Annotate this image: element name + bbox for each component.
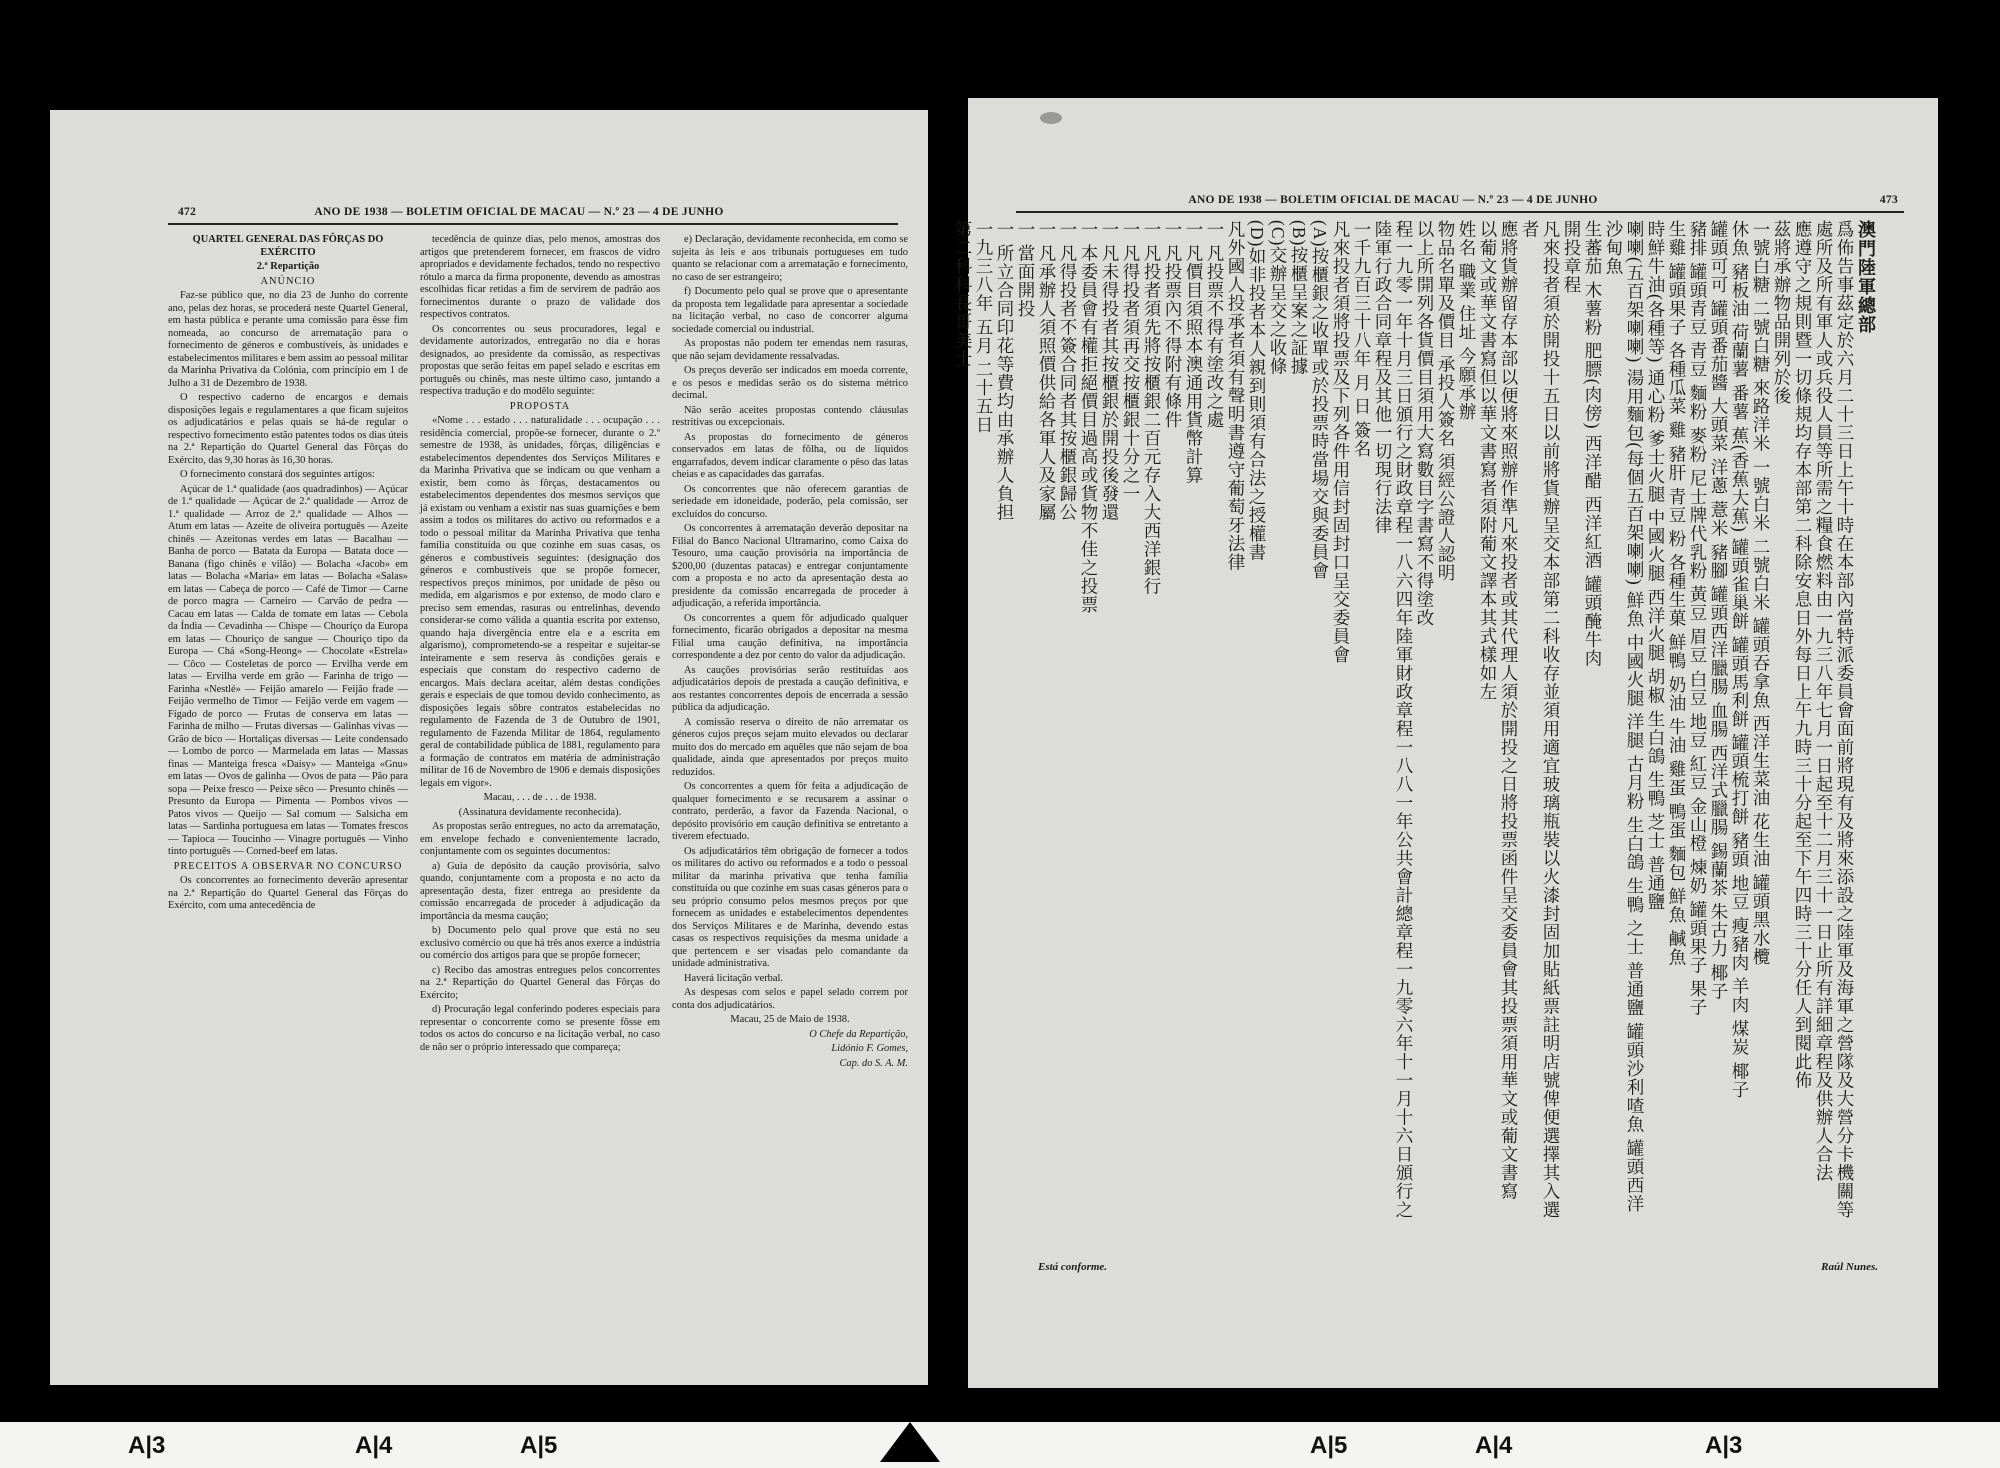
- chinese-column: 一九三八年 五月 二十五日: [974, 220, 994, 435]
- running-title: ANO DE 1938 — BOLETIM OFICIAL DE MACAU — N.º 23 — 4 DE JUNHO: [1188, 194, 1598, 206]
- chinese-column: 茲將承辦物品開列於後: [1772, 220, 1792, 405]
- ink-smudge: [1040, 112, 1062, 124]
- paragraph: Não serão aceites propostas contendo cláusulas restritivas ou excepcionais.: [672, 404, 908, 428]
- chinese-column: 以上所開列各貨價目須用大寫數目字書寫不得塗改: [1415, 220, 1435, 627]
- chinese-column: 第二科科長哥美士: [953, 220, 973, 368]
- paragraph: O fornecimento constará dos seguintes artigos:: [180, 469, 375, 480]
- chinese-column: 罐頭可可 罐頭番茄醬 大頭菜 洋蔥 薏米 豬腳 罐頭西洋臘腸 血腸 西洋式臘腸 錫蘭茶 朱古力 椰子: [1709, 220, 1729, 1001]
- chinese-column: 一號白糖 二號白糖 來路洋米 一號白米 二號白米 罐頭吞拿魚 西洋生菜油 花生油 罐頭黑水欖: [1751, 220, 1771, 966]
- chinese-column: 程一九零一年十月三日頒行之財政章程一八六四年陸軍財政章程一八八一年公共會計總章程一九零六年十一月十六日頒行之陸軍行政合同章程及其他一切現行法律: [1373, 220, 1414, 1219]
- paragraph: Os preços deverão ser indicados em moeda corrente, e os pesos e medidas serão os do sistema métrico decimal.: [672, 365, 908, 401]
- chinese-column: 凡來投者須於開投十五日以前將貨辦呈交本部第二科收存並須用適宜玻璃瓶裝以火漆封固加貼紙票註明店號俾便選擇其入選者: [1520, 220, 1561, 1219]
- heading: QUARTEL GENERAL DAS FÔRÇAS DO EXÉRCITO: [192, 234, 384, 258]
- chinese-heading: 澳門陸軍總部: [1856, 220, 1876, 334]
- running-title: ANO DE 1938 — BOLETIM OFICIAL DE MACAU — N.º 23 — 4 DE JUNHO: [314, 206, 724, 218]
- chinese-column: 一 凡承辦人須照價供給各軍人及家屬: [1037, 220, 1057, 522]
- section-title: PRECEITOS A OBSERVAR NO CONCURSO: [173, 860, 403, 872]
- header-rule: [1016, 211, 1904, 213]
- signature-rank: Cap. do S. A. M.: [839, 1057, 908, 1069]
- signature-title: O Chefe da Repartição,: [809, 1028, 908, 1040]
- chinese-column: 以葡文或華文書寫但以華文書寫者須附葡文譯本其式樣如左: [1478, 220, 1498, 701]
- chinese-column: 一 凡價目須照本澳通用貨幣計算: [1184, 220, 1204, 485]
- header-rule: [168, 223, 898, 225]
- film-notch: [880, 1422, 940, 1462]
- paragraph: Os concorrentes a quem fôr feita a adjudicação de qualquer fornecimento e se recusarem a assinar o contrato, perderão, a favor da Fazenda Nacional, o depósito provisório em caução definitiva se entretanto a tiverem efectuado.: [672, 781, 908, 842]
- list-item: f) Documento pelo qual se prove que o apresentante da proposta tem legalidade para apresentar a sociedade na licitação verbal, no caso de concorrer alguma sociedade comercial ou industrial.: [672, 286, 908, 335]
- chinese-column: 姓名 職業 住址 今願承辦: [1457, 220, 1477, 422]
- film-mark: A|5: [1310, 1432, 1348, 1459]
- paragraph: As cauções provisórias serão restituídas aos adjudicatários depois de prestada a caução definitiva, e aos restantes concorrentes depois de encerrada a sessão pública da adjudicação.: [672, 664, 908, 713]
- paragraph: tecedência de quinze dias, pelo menos, amostras dos artigos que pretenderem fornecer, em frascos de vidro apropriados e devidamente fechados, tendo no respectivo rótulo a marca da firma proponente, devendo as amostras escolhidas ficar retidas a fim de servirem de padrão aos fornecimentos durante o prazo de validade dos respectivos contratos.: [420, 234, 660, 320]
- chinese-column: 休魚 豬板油 荷蘭薯 番薯 蕉(香蕉大蕉) 罐頭雀巢餅 罐頭馬利餅 罐頭梳打餅 豬頭 地豆 瘦豬肉 羊肉 煤炭 椰子: [1730, 220, 1750, 1100]
- chinese-column: 一 凡得投者不簽合同者其按櫃銀歸公: [1058, 220, 1078, 522]
- column-1: [168, 234, 408, 1284]
- chinese-column: (D)如非投者本人親到則須有合法之授權書: [1247, 220, 1267, 562]
- chinese-column: (A)按櫃銀之收單或於投票時當場交與委員會: [1310, 220, 1330, 581]
- paragraph: Os concorrentes ao fornecimento deverão apresentar na 2.ª Repartição do Quartel General das Fôrças do Exército, com uma antecedência de: [168, 875, 408, 911]
- paragraph: Os adjudicatários têm obrigação de fornecer a todos os militares do activo ou reformados e a todo o pessoal militar da marinha privativa que tenha família constituída ou que cozinhe em suas casas géneros para o seu próprio consumo pelos mesmos preços por que fornecem as unidades e estabelecimentos dependentes dos Serviços Militares e de Marinha, devendo estas casas os respectivos requisições da mesma unidade a que pertencem e ser visadas pelo comandante da unidade administrativa.: [672, 845, 908, 969]
- signature-note: (Assinatura devidamente reconhecida).: [458, 806, 622, 818]
- chinese-column: 時鮮牛油(各種等) 通心粉 爹士火腿 中國火腿 西洋火腿 胡椒 生白鴿 生鴨 芝士 普通鹽: [1646, 220, 1666, 912]
- film-strip: [0, 1422, 2000, 1468]
- chinese-text-body: [953, 220, 1876, 1230]
- chinese-column: 一 所立合同印花等費均由承辦人負担: [995, 220, 1015, 522]
- chinese-column: 一 本委員會有權拒絕價目過高或貨物不佳之投票: [1079, 220, 1099, 614]
- right-page: [953, 98, 1938, 1388]
- paragraph: Os concorrentes a quem fôr adjudicado qualquer fornecimento, ficarão obrigados a depositar na mesma Filial uma caução definitiva, na importância correspondente a dez por cento do valor da adjudicação.: [672, 612, 908, 661]
- footer-signature: Raúl Nunes.: [1821, 1261, 1878, 1273]
- list-item: b) Documento pelo qual prove que está no seu exclusivo comércio ou que há três anos exerce a indústria ou comércio dos artigos para que se propõe fornecer;: [420, 925, 660, 961]
- film-mark: A|4: [355, 1432, 393, 1459]
- paragraph: As propostas do fornecimento de géneros conservados em latas de fôlha, ou de líquidos engarrafados, devem indicar claramente o pêso das latas cheias e as capacidades das garrafas.: [672, 431, 908, 480]
- left-page: [50, 110, 928, 1385]
- place-date: Macau, . . . de . . . de 1938.: [483, 792, 597, 803]
- paragraph: As propostas serão entregues, no acto da arrematação, em envelope fechado e convenientemente lacrado, conjuntamente com os seguintes documentos:: [420, 821, 660, 857]
- paragraph: Faz-se público que, no dia 23 de Junho do corrente ano, pelas dez horas, se procederá neste Quartel General, em hasta pública e perante uma comissão para êsse fim nomeada, ao concurso de arrematação para o fornecimento de géneros e combustíveis, às unidades e estabelecimentos militares e bem assim ao pessoal militar da Marinha Privativa da Colónia, com princípio em 1 de Julho a 31 de Dezembro de 1938.: [168, 290, 408, 389]
- paragraph: Haverá licitação verbal.: [684, 972, 783, 984]
- film-mark: A|3: [128, 1432, 166, 1459]
- chinese-column: 開投章程: [1562, 220, 1582, 294]
- paragraph: O respectivo caderno de encargos e demais disposições legais e regulamentares a que ficam sujeitos os adjudicatários e pelas quais se há-de regular o respectivo fornecimento estão patentes todos os dias úteis na 2.ª Repartição do Quartel General das Fôrças do Exército, das 9,30 horas às 16,30 horas.: [168, 392, 408, 466]
- chinese-column: 爲佈告事茲定於六月二十三日上午十時在本部內當特派委員會面前將現有及將來添設之陸軍及海軍之營隊及大營分卡機關等: [1835, 220, 1855, 1219]
- chinese-column: 一 凡投票不得有塗改之處: [1205, 220, 1225, 429]
- chinese-column: 應遵守之規則暨一切條規均存本部第二科除安息日外每日上午九時三十分起至下午四時三十分任人到閱此佈: [1793, 220, 1813, 1090]
- paragraph: Açúcar de 1.ª qualidade (aos quadradinhos) — Açúcar de 1.ª qualidade — Açúcar de 2.ª qualidade — Arroz de 1.ª qualidade — Arroz de 2.ª qualidade — Alhos — Atum em latas — Azeite de oliveira português — Azeite chinês — Azeitonas verdes em latas — Bacalhau — Banha de porco — Batata da Europa — Batata doce — Banana (figo chinês e vilão) — Bolacha «Jacob» em latas — Bolacha «Maria» em latas — Bolacha «Salas» em latas — Cabeça de porco — Café de Timor — Carne de porco magra — Carneiro — Carvão de pedra — Cacau em latas — Calda de tomate em latas — Cebola da Índia — Cevadinha — Chispe — Chouriço da Europa em latas — Chouriço de sangue — Chouriço tipo da Europa — Chá «Song-Heong» — Chocolate «Estrela» — Côco — Costeletas de porco — Ervilha verde em latas — Ervilha verde em grão — Farinha de trigo — Farinha «Nestlé» — Feijão amarelo — Feijão frade — Feijão vermelho de Timor — Feijão verde em vagem — Fígado de porco — Frutas de conserva em latas — Farinha de milho — Frutas diversas — Galinhas vivas — Grão de bico — Hortaliças diversas — Leite condensado — Lombo de porco — Marmelada em latas — Massas finas — Manteiga fresca «Daisy» — Manteiga «Gnu» em latas — Ovos de galinha — Ovos de pata — Pão para sopa — Peixe fresco — Peixe sêco — Presunto chinês — Presunto da Europa — Pimenta — Pombos vivos — Patos vivos — Queijo — Sal comum — Salsicha em latas — Sardinha portuguesa em latas — Tomates frescos — Tapioca — Toucinho — Vinagre português — Vinho tinto português — Corned-beef em latas.: [168, 483, 408, 857]
- chinese-column: 一千九百三十八年 月 日 簽名: [1352, 220, 1372, 459]
- chinese-column: 處所及所有軍人或兵役人員等所需之糧食燃料由一九三八年七月一日起至十二月三十一日止所有詳細章程及供辦人合法: [1814, 220, 1834, 1182]
- chinese-column: 凡外國人投承者須有聲明書遵守葡萄牙法律: [1226, 220, 1246, 572]
- chinese-column: 一 凡未得投者其按櫃銀於開投後發還: [1100, 220, 1120, 522]
- paragraph: As despesas com selos e papel selado correm por conta dos adjudicatários.: [672, 987, 908, 1011]
- chinese-column: 一 凡投票內不得附有條件: [1163, 220, 1183, 429]
- page-number: 472: [178, 206, 197, 218]
- chinese-column: 生雞 罐頭果子 各種瓜菜 雞 豬肝 青豆 粉 各種生菓 鮮鴨 奶油 牛油 雞蛋 鴨蛋 麵包 鮮魚 鹹魚: [1667, 220, 1687, 967]
- list-item: a) Guia de depósito da caução provisória, salvo quando, conjuntamente com a proposta e no acto da apresentação desta, fizer entrega ao presidente da comissão encarregada de proceder à adjudicação da importância da mesma caução;: [420, 860, 660, 922]
- subheading: 2.ª Repartição: [256, 261, 320, 272]
- list-item: d) Procuração legal conferindo poderes especiais para representar o concorrente como se presente fôsse em todos os actos do concurso e na licitação verbal, no caso de não ser o próprio interessado que compareça;: [420, 1004, 660, 1053]
- section-title: ANÚNCIO: [260, 275, 316, 287]
- paragraph: Os concorrentes que não oferecem garantias de seriedade em idoneidade, poderão, pela comissão, ser excluídos do concurso.: [672, 483, 908, 520]
- page-number: 473: [1879, 194, 1898, 206]
- film-mark: A|5: [520, 1432, 558, 1459]
- chinese-column: 一 當面開投: [1016, 220, 1036, 318]
- paragraph: As propostas não podem ter emendas nem rasuras, que não sejam devidamente ressalvadas.: [672, 338, 908, 362]
- paragraph: A comissão reserva o direito de não arrematar os géneros cujos preços sejam muito elevados ou declarar muito dos do mercado em aquêles que não sejam de boa qualidade, ainda que apresentados por preços muito reduzidos.: [672, 716, 908, 778]
- column-2: [420, 234, 660, 1284]
- chinese-column: (B)按櫃呈案之証據: [1289, 220, 1309, 376]
- film-mark: A|3: [1705, 1432, 1743, 1459]
- column-3: [672, 234, 908, 1284]
- signature-name: Lidónio F. Gomes,: [831, 1043, 908, 1054]
- chinese-column: 生蕃茄 木薯粉 肥膘(肉傍) 西洋醋 西洋紅酒 罐頭醃牛肉: [1583, 220, 1603, 668]
- paragraph: «Nome . . . estado . . . naturalidade . . . ocupação . . . residência comercial, propõe-se fornecer, durante o 2.º semestre de 1938, às unidades, fôrças, diligências e estabelecimentos dependentes dos Serviços Militares e da Marinha Privativa que se indicam ou que venham a existir, bem como às fôrças, destacamentos ou estabelecimentos dependentes dos mesmos serviços que já existam ou venham a existir nas suas guarnições e bem assim a todos os militares do activo ou reformados e a todo o pessoal militar da Marinha Privativa que tenha família constituída ou que cozinhe em suas casas, os géneros e combustíveis seguintes: (designação dos géneros e combustíveis que se propõe fornecer, respectivos preços mínimos, por unidade de pêso ou medida, em algarismos e por extenso, de modo claro e preciso sem emendas, rasuras ou entrelinhas, devendo considerar-se como válida a quantia escrita por extenso, quando haja divergência entre ela e a escrita em algarismo), comprometendo-se a respeitar e sujeitar-se inteiramente e sem reserva às condições gerais e especiais que constam do respectivo caderno de encargos. Mais declara aceitar, além destas condições gerais e especiais de que tomou devido conhecimento, as disposições legais sôbre contratos estabelecidas no regulamento de Fazenda de 3 de Outubro de 1901, regulamento de Fazenda Militar de 1864, regulamento geral de contabilidade pública de 1881, regulamento para a formação de contratos em matéria de administração militar de 16 de Novembro de 1906 e demais disposições legais em vigor».: [420, 415, 660, 789]
- paragraph: Os concorrentes ou seus procuradores, legal e devidamente autorizados, entregarão no dia e horas designados, ao presidente da comissão, as respectivas propostas que serão feitas em papel selado e escritas em português ou chinês, mas neste último caso, juntando a respectiva tradução e do modêlo seguinte:: [420, 323, 660, 397]
- chinese-column: 凡來投者須將投票及下列各件用信封固封口呈交委員會: [1331, 220, 1351, 664]
- chinese-column: (C)交辦呈交之收條: [1268, 220, 1288, 376]
- list-item: e) Declaração, devidamente reconhecida, em como se sujeita às leis e aos tribunais portugueses em tudo quanto se relacionar com a arrematação e fornecimento, no caso de ser estrangeiro;: [672, 234, 908, 283]
- chinese-column: 豬排 罐頭青豆 青豆 麵粉 麥粉 尼士牌代乳粉 黃豆 眉豆 白豆 地豆 紅豆 金山橙 煉奶 罐頭果子 果子: [1688, 220, 1708, 1017]
- list-item: c) Recibo das amostras entregues pelos concorrentes na 2.ª Repartição do Quartel General das Fôrças do Exército;: [420, 964, 660, 1001]
- date: Macau, 25 de Maio de 1938.: [730, 1014, 850, 1025]
- chinese-column: 物品名單及價目 承投人簽名 須經公證人認明: [1436, 220, 1456, 583]
- section-title: PROPOSTA: [509, 400, 571, 412]
- paragraph: Os concorrentes à arrematação deverão depositar na Filial do Banco Nacional Ultramarino, como Caixa do Tesouro, uma caução provisória na importância de $200,00 (duzentas patacas) e entregar conjuntamente com a proposta e no acto da apresentação desta ao presidente da comissão encarregada de proceder à adjudicação, a referida importância.: [672, 523, 908, 609]
- chinese-column: 一 凡得投者須再交按櫃銀十分之一: [1121, 220, 1141, 503]
- chinese-column: 喇喇(五百架喇喇) 湯用麵包(每個五百架喇喇) 鮮魚 中國火腿 洋腿 古月粉 生白鴿 生鴨 之士 普通鹽 罐頭沙利喳魚 罐頭西洋沙甸魚: [1604, 220, 1645, 1213]
- film-mark: A|4: [1475, 1432, 1513, 1459]
- chinese-column: 一 凡投者須先將按櫃銀二百元存入大西洋銀行: [1142, 220, 1162, 596]
- chinese-column: 應將貨辦留存本部以便將來照辦作準凡來投者或其代理人須於開投之日將投票函件呈交委員會其投票須用華文或葡文書寫: [1499, 220, 1519, 1201]
- footer-conformity: Está conforme.: [1038, 1261, 1108, 1273]
